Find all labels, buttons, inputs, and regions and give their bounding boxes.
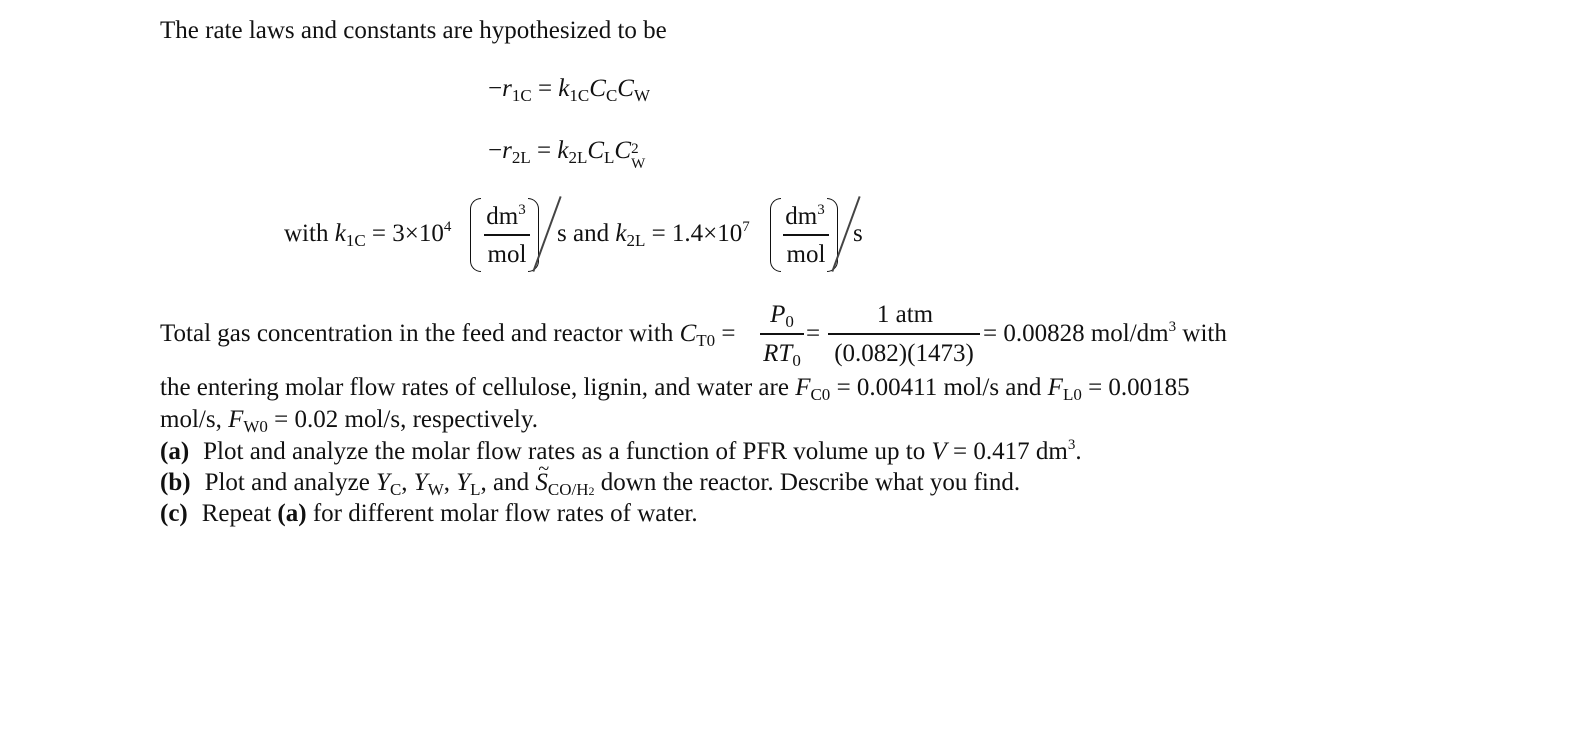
left-paren — [470, 198, 481, 272]
rate-constants-line: with $k_{1C} = 3\times 10^4$ — [284, 219, 452, 250]
intro-text: The rate laws and constants are hypothesized to be — [160, 17, 667, 44]
flow-rates-line: the entering molar flow rates of cellulose, lignin, and water are $F_{C0} = 0.00411$ mol/s and $F_{L0} = 0.00185$ — [160, 374, 1190, 404]
rt-values-denominator: (0.082)(1473) — [834, 340, 974, 367]
question-b: (b) Plot and analyze $Y_C$, $Y_W$, $Y_L$, and ~ $S_{CO/H2}$ down the reactor. Describe what you find. — [160, 468, 1020, 498]
rt-denominator: $RT_0$ — [763, 340, 801, 370]
flow-rates-line-2: mol/s, $F_{W0} = 0.02$ mol/s, respectively. — [160, 406, 538, 436]
question-c: (c) Repeat (a) for different molar flow rates of water. — [160, 500, 698, 527]
rate-law-1: $-r_{1C} = k_{1C}C_CC_W$ — [488, 75, 651, 105]
unit-fraction-denominator: mol — [487, 241, 527, 268]
total-concentration-lead: Total gas concentration in the feed and reactor with $C_{T0}$ = — [160, 320, 736, 350]
fraction-bar — [783, 234, 829, 236]
rate-constant-k2: s and $k_{2L} = 1.4\times 10^7$ — [557, 219, 750, 250]
left-paren — [770, 198, 781, 272]
rate-law-2: $-r_{2L} = k_{2L}C_LC$ 2 W — [488, 137, 646, 172]
question-a: (a) Plot and analyze the molar flow rates as a function of PFR volume up to V = 0.417 $dm^3$. — [160, 437, 1082, 465]
unit-fraction-numerator: $dm^3$ — [785, 202, 825, 230]
concentration-result: = 0.00828 mol/$dm^3$ with — [983, 319, 1227, 347]
unit-fraction-numerator: $dm^3$ — [486, 202, 526, 230]
pressure-numerator: $P_0$ — [770, 301, 794, 331]
fraction-bar — [760, 333, 804, 335]
per-second: s — [853, 220, 863, 247]
equals-sign: = — [806, 320, 821, 347]
unit-fraction-denominator: mol — [786, 241, 826, 268]
fraction-bar — [484, 234, 530, 236]
atm-numerator: 1 atm — [876, 301, 934, 328]
fraction-bar — [828, 333, 980, 335]
